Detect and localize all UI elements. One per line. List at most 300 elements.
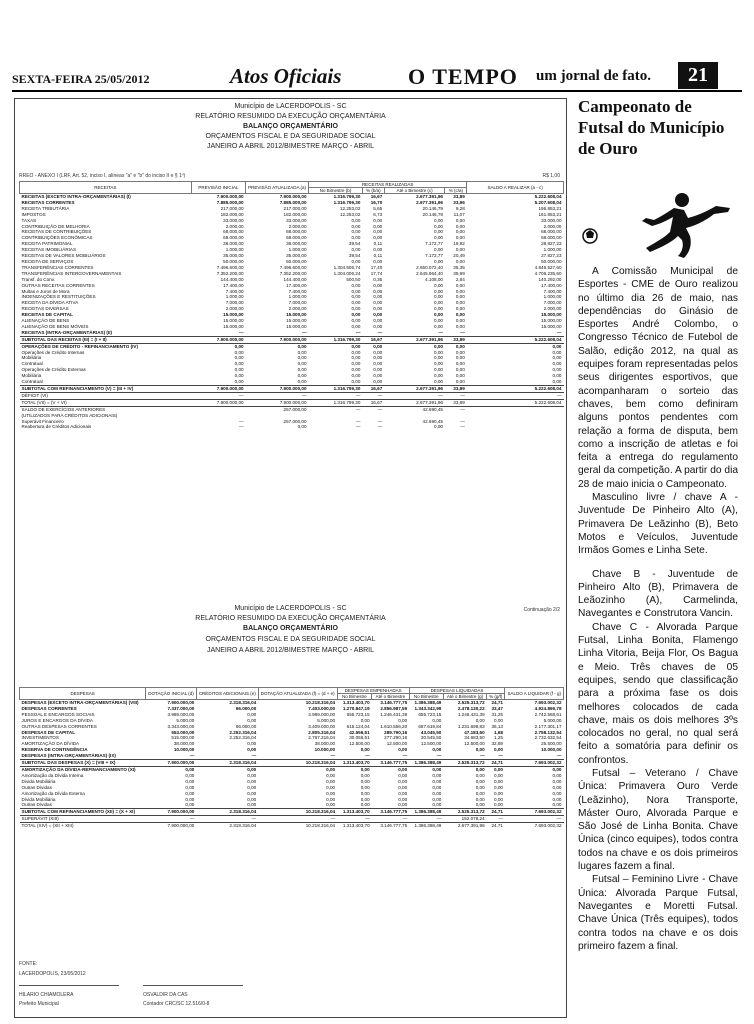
cell-value: 1.316.799,30 [309, 336, 363, 343]
cell-value: 0,00 [434, 361, 443, 367]
cell-value: 33,47 [491, 705, 503, 711]
cell-value: 0,00 [297, 367, 307, 373]
cell-value: 0,00 [247, 778, 257, 784]
cell-value: 17,74 [370, 270, 383, 276]
cell-value: 20.146,79 [422, 205, 443, 211]
cell-value: 0,00 [360, 772, 370, 778]
row-label: TRANSFERÊNCIAS INTERGOVERNAMENTAIS [21, 270, 122, 276]
cell-value: 0,00 [552, 379, 562, 385]
row-label: SUBTOTAL COM REFINANCIAMENTO (V) = (III + IV) [20, 386, 192, 393]
cell-value: 0,00 [360, 790, 370, 796]
cell-value: 0,00 [493, 790, 503, 796]
cell-value: 0,00 [373, 300, 383, 306]
cell-value: 12.500,00 [386, 741, 408, 747]
cell-value: 0,00 [373, 355, 383, 361]
article-body [578, 265, 738, 953]
cell-value: 36.000,00 [223, 241, 244, 247]
cell-value: 0,00 [552, 802, 562, 808]
cell-value: 2.742.568,61 [534, 711, 562, 717]
cell-value: 33.000,00 [286, 217, 307, 223]
cell-value: 68.000,00 [541, 229, 562, 235]
cell-value: 7.900.000,00 [246, 336, 309, 343]
cell-value: 0,00 [455, 349, 465, 355]
cell-value: 1.386.388,49 [409, 823, 443, 829]
cell-value: 0,00 [337, 766, 372, 772]
cell-value: 2.645.964,40 [416, 270, 443, 276]
report2-type: BALANÇO ORÇAMENTÁRIO [243, 625, 338, 632]
cell-value: 0,00 [234, 367, 244, 373]
cell-value: 7.900.000,00 [191, 336, 245, 343]
cell-value: 7.496.600,00 [216, 264, 244, 270]
cell-value: 42.690,45 [384, 406, 445, 412]
cell-value: 0,00 [326, 796, 336, 802]
cell-value: 4.924.869,78 [534, 705, 562, 711]
cell-value: 24,71 [487, 823, 505, 829]
cell-value: 5.222.608,04 [467, 336, 564, 343]
expense-col-header: CRÉDITOS ADICIONAIS (e) [196, 688, 258, 700]
cell-value: 1.304.006,24 [333, 270, 361, 276]
cell-value: — [239, 424, 244, 430]
revenue-col-header: % (c/a) [445, 188, 467, 194]
cell-value: 1.313.403,70 [337, 823, 372, 829]
cell-value: 9,28 [455, 205, 465, 211]
cell-value: 7.900.000,00 [191, 386, 245, 393]
cell-value: 0,00 [487, 766, 505, 772]
signer2-role: Contador CRC/SC 12.516/0-8 [143, 1001, 210, 1007]
cell-value: — [445, 392, 467, 399]
cell-value: 7.403.000,00 [308, 705, 336, 711]
cell-value: 47.183,50 [464, 729, 485, 735]
cell-value: 0,00 [493, 784, 503, 790]
cell-value: 2.758.132,54 [534, 729, 562, 735]
cell-value: 0,00 [351, 349, 361, 355]
cell-value: 0,00 [455, 217, 465, 223]
cell-value: 7.352.200,00 [279, 270, 307, 276]
report1-municipality: Município de LACERDOPOLIS - SC [234, 103, 347, 110]
revenue-col-header: RECEITAS [20, 182, 192, 194]
cell-value: — [365, 753, 370, 759]
cell-value: 0,00 [434, 258, 443, 264]
cell-value: 1.246.431,39 [457, 711, 485, 717]
row-label: Operações de Crédito Externas [21, 367, 86, 373]
cell-value: 0,00 [360, 717, 370, 723]
cell-value: 20,49 [453, 253, 465, 259]
cell-value: — [309, 406, 363, 412]
cell-value: 1.316.799,30 [333, 199, 361, 205]
cell-value: 0,00 [552, 355, 562, 361]
cell-value: 0,00 [434, 424, 443, 430]
cell-value: 66.000,00 [235, 723, 257, 729]
cell-value: 0,00 [434, 282, 443, 288]
cell-value: 7.000,00 [225, 300, 244, 306]
cell-value: 0,00 [247, 784, 257, 790]
cell-value: 68.000,00 [223, 229, 244, 235]
cell-value: 5.000,00 [176, 717, 195, 723]
cell-value: 24,71 [491, 700, 503, 705]
cell-value: 10.000,00 [314, 747, 336, 753]
cell-value: 0,00 [493, 747, 503, 753]
row-label: CONTRIBUIÇÕES ECONÔMICAS [21, 235, 93, 241]
cell-value: 5,65 [373, 205, 383, 211]
row-label: RESERVA DE CONTINGÊNCIA [21, 747, 88, 753]
cell-value: 2.677.391,96 [384, 399, 445, 406]
row-label: RECEITA DA DÍVIDA ATIVA [21, 300, 79, 306]
cell-value: 0,00 [297, 361, 307, 367]
row-label: Amortização da Dívida Interna [21, 772, 84, 778]
signature-line [143, 985, 243, 986]
cell-value: 24,71 [487, 809, 505, 816]
cell-value: 0,00 [373, 223, 383, 229]
cell-value: 0,00 [185, 790, 195, 796]
cell-value: 0,00 [552, 349, 562, 355]
cell-value: — [556, 753, 562, 759]
cell-value: 140.292,00 [538, 276, 562, 282]
cell-value: 0,00 [455, 288, 465, 294]
cell-value: 0,00 [493, 802, 503, 808]
cell-value: 0,00 [247, 796, 257, 802]
cell-value: 0,00 [373, 258, 383, 264]
cell-value: 1.270.847,19 [342, 705, 370, 711]
signature-line [19, 985, 119, 986]
cell-value: 3.409.000,00 [308, 723, 336, 729]
revenue-col-header: PREVISÃO INICIAL [191, 182, 245, 194]
report1-unit: R$ 1,00 [542, 173, 560, 179]
cell-value: — [355, 329, 361, 335]
cell-value: 7.400,00 [543, 288, 562, 294]
cell-value: 0,00 [552, 361, 562, 367]
expense-col-header: Até o Bimestre [372, 694, 410, 700]
cell-value: 0,00 [360, 796, 370, 802]
cell-value: 16,67 [362, 399, 384, 406]
row-label: Superávit Financeiro [21, 418, 64, 424]
cell-value: 0,00 [432, 747, 442, 753]
cell-value: 7.693.002,32 [505, 809, 564, 816]
cell-value: 0,00 [351, 288, 361, 294]
row-label: OPERAÇÕES DE CRÉDITO - REFINANCIAMENTO (IV) [20, 343, 192, 349]
cell-value: 0,35 [373, 276, 383, 282]
cell-value: 15.000,00 [286, 318, 307, 324]
signer2-name: OSVALDIR DA CAS [143, 992, 188, 998]
cell-value: 615.124,04 [346, 723, 370, 729]
cell-value: 217.000,00 [283, 205, 307, 211]
cell-value: — [191, 392, 245, 399]
cell-value: — [330, 753, 336, 759]
cell-value: 0,00 [360, 747, 370, 753]
cell-value: 7.885.000,00 [279, 199, 307, 205]
cell-value: 0,00 [434, 312, 443, 318]
cell-value: — [309, 392, 363, 399]
cell-value: 0,00 [247, 790, 257, 796]
cell-value: 2.805.316,04 [308, 729, 336, 735]
cell-value: 7.900.000,00 [246, 399, 309, 406]
cell-value: 15.000,00 [541, 323, 562, 329]
cell-value: 0,00 [247, 717, 257, 723]
cell-value: 0,00 [297, 349, 307, 355]
cell-value: 0,00 [247, 741, 257, 747]
cell-value: 25.500,00 [541, 741, 562, 747]
cell-value: 7.000,00 [288, 300, 307, 306]
cell-value: 0,00 [373, 367, 383, 373]
cell-value: 7.900.000,00 [146, 823, 197, 829]
cell-value: 4.706.235,60 [534, 270, 562, 276]
cell-value: — [487, 816, 505, 823]
cell-value: 7.400,00 [288, 288, 307, 294]
cell-value: 68.000,00 [286, 235, 307, 241]
revenue-col-header: No Bimestre (b) [309, 188, 363, 194]
cell-value: 277.290,16 [384, 735, 408, 741]
cell-value: 3.146.777,75 [372, 823, 410, 829]
cell-value: 39,54 [348, 253, 361, 259]
cell-value: 289.790,16 [384, 729, 408, 735]
issue-date: SEXTA-FEIRA 25/05/2012 [12, 72, 150, 86]
cell-value: 3.989.000,00 [308, 711, 336, 717]
expense-row [20, 809, 564, 816]
cell-value: 0,00 [247, 711, 257, 717]
cell-value: 144.400,00 [220, 276, 244, 282]
cell-value: 0,00 [373, 323, 383, 329]
report1-annex: RREO - ANEXO I (LRF, Art. 52, inciso I, alíneas "a" e "b" do inciso II e § 1º) [19, 173, 186, 179]
revenue-row [20, 392, 564, 399]
row-label: (UTILIZADOS PARA CRÉDITOS ADICIONAIS) [21, 412, 118, 418]
cell-value: 0,00 [434, 349, 443, 355]
cell-value: 0,00 [373, 318, 383, 324]
cell-value: — [146, 816, 197, 823]
cell-value: 2.525.313,72 [457, 700, 485, 705]
section-title: Atos Oficiais [230, 64, 342, 88]
cell-value: 2.000,00 [225, 223, 244, 229]
cell-value: 0,00 [475, 790, 485, 796]
cell-value: 2.177.301,17 [534, 723, 562, 729]
row-label: Outras Dívidas [21, 784, 52, 790]
official-report [14, 98, 567, 1018]
cell-value: 3.343.000,00 [167, 723, 195, 729]
cell-value: 2.000,00 [225, 306, 244, 312]
cell-value: 16,67 [370, 194, 383, 199]
cell-value: 1.304.506,74 [333, 264, 361, 270]
cell-value: — [460, 418, 465, 424]
cell-value: 0,00 [360, 778, 370, 784]
cell-value: 2.318.316,04 [229, 700, 257, 705]
cell-value: 0,00 [475, 784, 485, 790]
cell-value: 0,00 [373, 373, 383, 379]
row-label: TOTAL (XIV) = (XII + XIII) [20, 823, 146, 829]
cell-value: 7.496.600,00 [279, 264, 307, 270]
article-paragraph: Futsal – Feminino Livre - Chave Única: Alvorada Parque Futsal, Navegantes e Moretti Futsal. Chave Única (Três equipes), todos contra todos na chave e os dois primeiro fazem a final. [578, 874, 738, 952]
cell-value: 0,00 [434, 223, 443, 229]
row-label: Amortização da Dívida Externa [21, 790, 85, 796]
cell-value: 0,00 [326, 778, 336, 784]
cell-value: 2.000,00 [288, 223, 307, 229]
cell-value: 1.313.403,70 [342, 700, 370, 705]
cell-value: 1.386.388,49 [409, 809, 443, 816]
cell-value: 0,00 [185, 796, 195, 802]
cell-value: 0,00 [246, 343, 309, 349]
cell-value: 17,40 [370, 264, 383, 270]
report2-continuation: Continuação 2/2 [523, 607, 560, 613]
cell-value: — [402, 753, 408, 759]
cell-value: 35.000,00 [286, 253, 307, 259]
cell-value: — [498, 753, 503, 759]
cell-value: — [337, 816, 372, 823]
row-label: RECEITAS DE CAPITAL [21, 312, 73, 318]
cell-value: 0,00 [398, 802, 408, 808]
row-label: OUTRAS DESPESAS CORRENTES [21, 723, 97, 729]
cell-value: 20.146,79 [422, 211, 443, 217]
cell-value: 2.318.316,04 [196, 823, 258, 829]
cell-value: 15.000,00 [286, 323, 307, 329]
cell-value: 66.000,00 [235, 705, 257, 711]
cell-value: 0,00 [185, 772, 195, 778]
cell-value: 257.000,00 [283, 418, 307, 424]
cell-value: 1.000,00 [288, 294, 307, 300]
cell-value: 0,00 [373, 361, 383, 367]
cell-value: 0,00 [475, 778, 485, 784]
cell-value: 0,00 [360, 784, 370, 790]
article-title: Campeonato de Futsal do Município de Ouro [578, 97, 725, 158]
cell-value: — [372, 816, 410, 823]
newspaper-name: O TEMPO [408, 64, 518, 89]
cell-value: 7.172,77 [425, 253, 443, 259]
cell-value: 10.218.316,04 [258, 823, 337, 829]
cell-value: 0,00 [475, 796, 485, 802]
cell-value: 0,00 [351, 247, 361, 253]
cell-value: 0,00 [455, 361, 465, 367]
cell-value: 1.343.342,99 [414, 705, 442, 711]
cell-value: 0,00 [552, 790, 562, 796]
cell-value: 17.400,00 [541, 282, 562, 288]
cell-value: 182.000,00 [220, 211, 244, 217]
cell-value: 0,00 [326, 784, 336, 790]
cell-value: 2.677.391,96 [384, 336, 445, 343]
expense-row [20, 760, 564, 767]
cell-value: 0,00 [373, 235, 383, 241]
article-header [578, 96, 740, 159]
cell-value: 4.108,00 [425, 276, 443, 282]
cell-value: 1.231.698,83 [457, 723, 485, 729]
newspaper-slogan: um jornal de fato. [536, 68, 651, 84]
cell-value: 0,00 [552, 796, 562, 802]
cell-value: 0,00 [398, 784, 408, 790]
cell-value: 0,00 [432, 717, 442, 723]
cell-value: 15.000,00 [223, 318, 244, 324]
cell-value: — [301, 329, 307, 335]
cell-value: 2.252.316,04 [229, 735, 257, 741]
cell-value: 0,00 [552, 784, 562, 790]
cell-value: 0,00 [234, 379, 244, 385]
row-label: Reabertura de Créditos Adicionais [21, 424, 92, 430]
cell-value: 2.767.316,04 [308, 735, 336, 741]
cell-value: 0,00 [351, 312, 361, 318]
cell-value: 3.146.777,75 [380, 700, 408, 705]
cell-value: 0,00 [552, 373, 562, 379]
cell-value: 0,00 [373, 217, 383, 223]
cell-value: — [460, 329, 465, 335]
cell-value: 0,00 [373, 312, 383, 318]
cell-value: 4.846.527,60 [534, 264, 562, 270]
row-label: SUBTOTAL COM REFINANCIAMENTO (XII) = (X + XI) [20, 809, 146, 816]
row-label: SUBTOTAL DAS DESPESAS (X) = (VIII + IX) [20, 760, 146, 767]
cell-value: 12.500,00 [420, 741, 442, 747]
cell-value: 257.000,00 [246, 406, 309, 412]
cell-value: 33,89 [453, 194, 465, 199]
cell-value: 36,13 [491, 723, 503, 729]
cell-value: 0,00 [493, 717, 503, 723]
cell-value: 0,00 [297, 355, 307, 361]
cell-value: 0,00 [360, 802, 370, 808]
cell-value: 12.253,02 [339, 205, 361, 211]
cell-value: 2.677.391,96 [384, 386, 445, 393]
cell-value: 16,67 [362, 386, 384, 393]
cell-value: 0,00 [434, 373, 443, 379]
expense-group-header: DESPESAS EMPENHADAS [337, 688, 409, 694]
cell-value: 1.610.556,20 [380, 723, 408, 729]
cell-value: 0,00 [247, 747, 257, 753]
cell-value: — [362, 406, 384, 412]
report1-type: BALANÇO ORÇAMENTÁRIO [243, 123, 338, 130]
cell-value: 500,50 [346, 276, 361, 282]
cell-value: 0,00 [455, 318, 465, 324]
cell-value: 0,00 [234, 349, 244, 355]
row-label: SALDO DE EXERCÍCIOS ANTERIORES [20, 406, 192, 412]
cell-value: 12.500,00 [464, 741, 485, 747]
revenue-col-header: SALDO A REALIZAR (a - c) [467, 182, 564, 194]
cell-value: — [436, 753, 442, 759]
article-paragraph: Masculino livre / chave A - Juventude De Pinheiro Alto (A), Primavera De Leãzinho (B), Beto Motos e Veículos, Juventude Irmãos Gomes e Linha Sete. [578, 492, 738, 557]
cell-value: 2.318.316,04 [196, 760, 258, 767]
cell-value: 144.400,00 [283, 276, 307, 282]
cell-value: 1.000,00 [225, 247, 244, 253]
cell-value: 0,00 [351, 323, 361, 329]
cell-value: 1.316.799,30 [309, 399, 363, 406]
expense-group-header: DESPESAS LIQUIDADAS [409, 688, 505, 694]
cell-value: 0,00 [552, 367, 562, 373]
row-label: RECEITAS IMOBILIÁRIAS [21, 247, 77, 253]
cell-value: 10.218.316,04 [258, 809, 337, 816]
cell-value: 35,99 [453, 270, 465, 276]
cell-value: 0,00 [351, 306, 361, 312]
cell-value: 2.650.072,40 [416, 264, 443, 270]
cell-value: 0,00 [372, 766, 410, 772]
expense-row [20, 823, 564, 829]
cell-value: — [258, 816, 337, 823]
cell-value: — [355, 418, 361, 424]
cell-value: 655.723,15 [418, 711, 442, 717]
cell-value: 0,00 [443, 766, 486, 772]
cell-value: 0,00 [351, 355, 361, 361]
revenue-row [20, 386, 564, 393]
revenue-col-header: PREVISÃO ATUALIZADA (a) [246, 182, 309, 194]
cell-value: 0,00 [326, 772, 336, 778]
cell-value: 0,00 [434, 294, 443, 300]
expense-col-header: % (g/f) [487, 694, 505, 700]
cell-value: 5.222.608,04 [534, 194, 562, 199]
cell-value: 0,00 [196, 766, 258, 772]
cell-value: 152.078,24 [443, 816, 486, 823]
cell-value: 2.478.130,22 [457, 705, 485, 711]
cell-value: 5.222.608,04 [467, 399, 564, 406]
cell-value: 0,00 [505, 766, 564, 772]
cell-value: 0,00 [434, 229, 443, 235]
row-label: AMORTIZAÇÃO DA DÍVIDA [21, 741, 80, 747]
row-label: Outras Dívidas [21, 802, 52, 808]
row-label: Dívida Mobiliária [21, 778, 56, 784]
cell-value: 0,00 [247, 802, 257, 808]
cell-value: 0,00 [434, 323, 443, 329]
cell-value: 16,70 [370, 199, 383, 205]
cell-value: 0,00 [493, 772, 503, 778]
row-label: RECEITAS DE VALORES MOBILIÁRIOS [21, 253, 106, 259]
row-label: AMORTIZAÇÃO DA DÍVIDA-REFINANCIAMENTO (XI) [20, 766, 146, 772]
